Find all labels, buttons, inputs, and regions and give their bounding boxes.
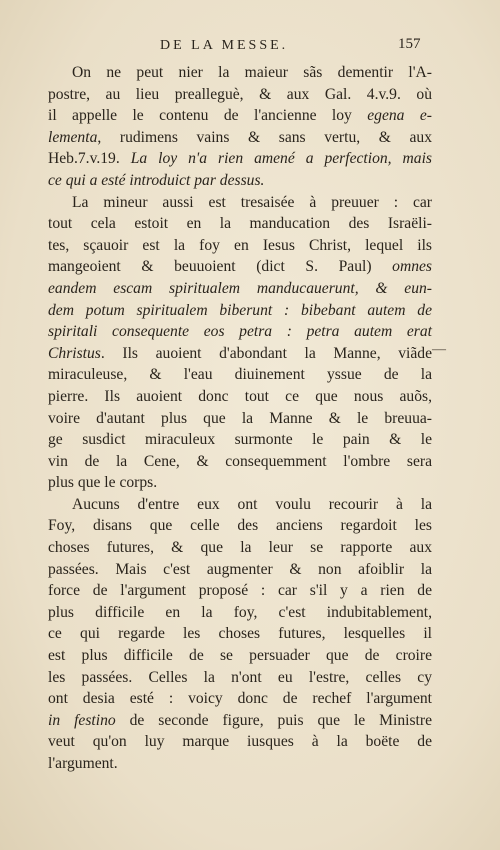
- text-line: [48, 105, 432, 127]
- text-line: [48, 580, 432, 602]
- text-segment: miraculeuse, & l'eau diuinement yssue de la: [48, 366, 432, 384]
- italic-text: Christus: [48, 344, 101, 362]
- text-segment: ge susdict miraculeux surmonte le pain & le: [48, 431, 432, 449]
- text-line: [48, 710, 432, 732]
- text-line: [48, 170, 432, 192]
- text-line: [48, 127, 432, 149]
- text-line: [48, 62, 432, 84]
- text-line: [48, 343, 432, 365]
- margin-mark: —: [432, 342, 446, 357]
- italic-text: ce qui a esté introduict par dessus.: [48, 171, 265, 189]
- italic-text: dem potum spiritualem biberunt : bibebant autem de: [48, 301, 432, 319]
- text-segment: choses futures, & que la leur se rapporte aux: [48, 539, 432, 557]
- italic-text: spiritali consequente eos petra : petra autem erat: [48, 323, 432, 341]
- text-segment: tout cela estoit en la manducation des Israëli-: [48, 215, 432, 233]
- text-line: [48, 667, 432, 689]
- page-number: 157: [398, 36, 421, 52]
- text-line: [48, 148, 432, 170]
- text-segment: On ne peut nier la maieur sãs dementir l'A-: [72, 64, 432, 81]
- text-segment: plus difficile en la foy, c'est indubitablement,: [48, 603, 432, 621]
- text-line: [48, 559, 432, 581]
- text-line: [48, 235, 432, 257]
- text-segment: Foy, disans que celle des anciens regardoit les: [48, 517, 432, 535]
- text-line: [48, 451, 432, 473]
- page-header: [0, 38, 500, 58]
- text-line: [48, 494, 432, 516]
- text-segment: ce qui regarde les choses futures, lesquelles il: [48, 625, 432, 643]
- text-segment: veut qu'on luy marque iusques à la boëte de: [48, 733, 432, 751]
- text-segment: vin de la Cene, & consequemment l'ombre sera: [48, 452, 432, 470]
- text-segment: plus que le corps.: [48, 474, 158, 492]
- text-segment: pierre. Ils auoient donc tout ce que nous auõs,: [48, 387, 432, 405]
- italic-text: egena e-: [367, 107, 432, 125]
- italic-text: lementa: [48, 128, 98, 146]
- italic-text: omnes: [392, 258, 432, 276]
- body-text: [48, 62, 432, 775]
- text-line: [48, 623, 432, 645]
- text-segment: de seconde figure, puis que le Ministre: [115, 711, 433, 729]
- text-line: [48, 84, 432, 106]
- text-segment: les passées. Celles la n'ont eu l'estre, celles cy: [48, 668, 432, 686]
- text-line: [48, 472, 432, 494]
- text-line: [48, 731, 432, 753]
- text-line: [48, 386, 432, 408]
- text-segment: . Ils auoient d'abondant la Manne, viãde: [100, 344, 432, 362]
- text-line: [48, 278, 432, 300]
- text-line: [48, 429, 432, 451]
- italic-text: La loy n'a rien amené a perfection, mais: [130, 150, 432, 168]
- text-line: [48, 515, 432, 537]
- text-segment: il appelle le contenu de l'ancienne loy: [48, 107, 368, 125]
- text-segment: voire d'autant plus que la Manne & le breuua-: [48, 409, 432, 427]
- italic-text: in festino: [48, 711, 116, 729]
- italic-text: eandem escam spiritualem manducauerunt, & eun-: [48, 279, 432, 297]
- text-segment: passées. Mais c'est augmenter & non afoiblir la: [48, 560, 432, 578]
- text-line: [48, 192, 432, 214]
- text-segment: mangeoient & beuuoient (dict S. Paul): [48, 258, 393, 276]
- text-line: [48, 256, 432, 278]
- text-segment: Aucuns d'entre eux ont voulu recourir à la: [72, 495, 432, 513]
- text-segment: Heb.7.v.19.: [48, 150, 131, 168]
- text-segment: ont desia esté : voicy donc de rechef l'argument: [48, 690, 432, 708]
- text-line: [48, 537, 432, 559]
- text-segment: La mineur aussi est tresaisée à preuuer : car: [72, 193, 432, 211]
- text-line: [48, 408, 432, 430]
- text-line: [48, 321, 432, 343]
- text-line: [48, 688, 432, 710]
- text-line: [48, 753, 432, 775]
- text-segment: tes, sçauoir est la foy en Iesus Christ, lequel ils: [48, 236, 432, 254]
- text-line: [48, 645, 432, 667]
- text-segment: l'argument.: [48, 755, 118, 772]
- text-line: [48, 300, 432, 322]
- text-segment: force de l'argument proposé : car s'il y a rien de: [48, 582, 432, 600]
- text-segment: postre, au lieu prealleguè, & aux Gal. 4.v.9. où: [48, 85, 432, 103]
- text-line: [48, 364, 432, 386]
- text-line: [48, 602, 432, 624]
- running-head: DE LA MESSE.: [160, 38, 289, 53]
- text-segment: , rudimens vains & sans vertu, & aux: [97, 128, 432, 146]
- text-segment: est plus difficile de se persuader que de croire: [48, 647, 432, 665]
- text-line: [48, 213, 432, 235]
